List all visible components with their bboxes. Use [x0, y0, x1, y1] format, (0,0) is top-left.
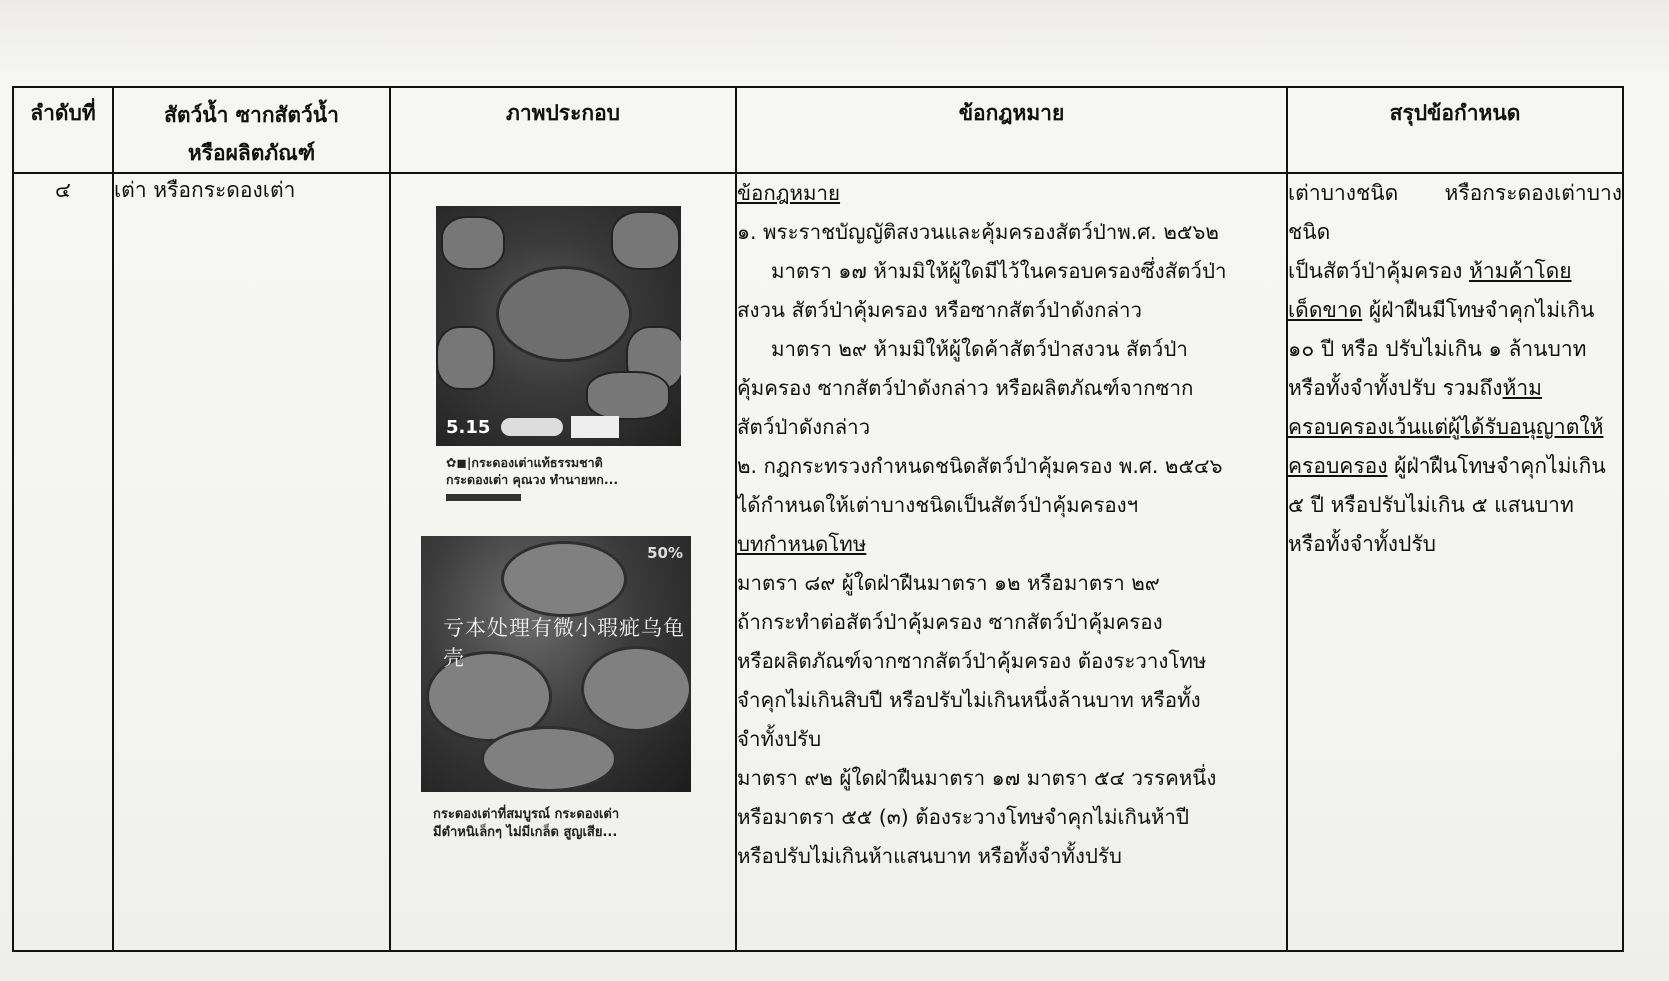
photo-2-overlay-text: 亏本处理有微小瑕疵乌龟壳	[443, 616, 685, 670]
discount-badge: 50%	[647, 544, 683, 562]
summary-line: ครอบครองเว้นแต่ผู้ได้รับอนุญาตให้	[1288, 415, 1604, 439]
row-number: ๔	[13, 173, 113, 951]
photo-1-caption	[446, 454, 686, 505]
law-paragraph: จำคุกไม่เกินสิบปี หรือปรับไม่เกินหนึ่งล้านบาท หรือทั้ง	[737, 688, 1201, 712]
header-animal-line2: หรือผลิตภัณฑ์	[187, 141, 316, 165]
summary-line: ๑๐ ปี หรือ ปรับไม่เกิน ๑ ล้านบาท	[1288, 337, 1587, 361]
law-paragraph: สงวน สัตว์ป่าคุ้มครอง หรือซากสัตว์ป่าดังกล่าว	[737, 298, 1143, 322]
summary-line: หรือทั้งจำทั้งปรับ รวมถึงห้าม	[1288, 376, 1543, 400]
law-paragraph: ได้กำหนดให้เต่าบางชนิดเป็นสัตว์ป่าคุ้มครองฯ	[737, 493, 1139, 517]
header-animal	[113, 87, 390, 173]
photo-2-caption-line1: กระดองเต่าที่สมบูรณ์ กระดองเต่า	[433, 807, 620, 822]
regulation-table	[12, 86, 1624, 952]
summary-line: เป็นสัตว์ป่าคุ้มครอง ห้ามค้าโดย	[1288, 259, 1572, 283]
summary-line: หรือทั้งจำทั้งปรับ	[1288, 532, 1436, 556]
law-paragraph: สัตว์ป่าดังกล่าว	[737, 415, 871, 439]
price-label: 5.15	[446, 417, 491, 438]
row-animal: เต่า หรือกระดองเต่า	[113, 173, 390, 951]
illustration-cell	[390, 173, 736, 951]
law-paragraph: ๒. กฎกระทรวงกำหนดชนิดสัตว์ป่าคุ้มครอง พ.ศ. ๒๕๔๖	[737, 454, 1223, 478]
law-paragraph: ถ้ากระทำต่อสัตว์ป่าคุ้มครอง ซากสัตว์ป่าคุ้มครอง	[737, 610, 1163, 634]
header-animal-line1: สัตว์น้ำ ซากสัตว์น้ำ	[164, 103, 339, 127]
law-paragraph: หรือมาตรา ๕๕ (๓) ต้องระวางโทษจำคุกไม่เกินห้าปี	[737, 805, 1189, 829]
law-paragraph: ๑. พระราชบัญญัติสงวนและคุ้มครองสัตว์ป่าพ.ศ. ๒๕๖๒	[737, 220, 1219, 244]
summary-line: ครอบครอง ผู้ฝ่าฝืนโทษจำคุกไม่เกิน	[1288, 454, 1606, 478]
law-paragraph: จำทั้งปรับ	[737, 727, 822, 751]
photo-1-caption-line1: ✿◼|กระดองเต่าแท้ธรรมชาติ	[446, 455, 603, 470]
caption-redaction-bar	[446, 494, 521, 501]
law-paragraph: หรือปรับไม่เกินห้าแสนบาท หรือทั้งจำทั้งปรับ	[737, 844, 1122, 868]
header-order: ลำดับที่	[13, 87, 113, 173]
header-illustration: ภาพประกอบ	[390, 87, 736, 173]
table-row	[13, 173, 1623, 951]
law-heading: ข้อกฎหมาย	[737, 181, 841, 205]
header-law: ข้อกฎหมาย	[736, 87, 1287, 173]
law-paragraph: มาตรา ๘๙ ผู้ใดฝ่าฝืนมาตรา ๑๒ หรือมาตรา ๒๙	[737, 571, 1160, 595]
law-paragraph: มาตรา ๙๒ ผู้ใดฝ่าฝืนมาตรา ๑๗ มาตรา ๕๔ วรรคหนึ่ง	[737, 766, 1217, 790]
law-paragraph: หรือผลิตภัณฑ์จากซากสัตว์ป่าคุ้มครอง ต้องระวางโทษ	[737, 649, 1207, 673]
photo-2-caption	[433, 806, 693, 842]
photo-1-caption-line2: กระดองเต่า คุณวง ทำนายหก...	[446, 472, 619, 487]
turtle-shell-photo-2	[421, 536, 691, 792]
law-paragraph: คุ้มครอง ซากสัตว์ป่าดังกล่าว หรือผลิตภัณฑ์จากซาก	[737, 376, 1194, 400]
summary-line: ๕ ปี หรือปรับไม่เกิน ๕ แสนบาท	[1288, 493, 1574, 517]
summary-line: เต่าบางชนิด หรือกระดองเต่าบางชนิด	[1288, 181, 1622, 244]
law-paragraph: มาตรา ๒๙ ห้ามมิให้ผู้ใดค้าสัตว์ป่าสงวน สัตว์ป่า	[771, 337, 1188, 361]
summary-cell	[1287, 173, 1623, 951]
law-paragraph: มาตรา ๑๗ ห้ามมิให้ผู้ใดมีไว้ในครอบครองซึ่งสัตว์ป่า	[771, 259, 1227, 283]
promo-badge-2	[571, 416, 619, 438]
header-row	[13, 87, 1623, 173]
penalty-heading: บทกำหนดโทษ	[737, 532, 867, 556]
summary-line: เด็ดขาด ผู้ฝ่าฝืนมีโทษจำคุกไม่เกิน	[1288, 298, 1595, 322]
turtle-shell-photo-1	[436, 206, 681, 446]
law-cell	[736, 173, 1287, 951]
header-summary: สรุปข้อกำหนด	[1287, 87, 1623, 173]
photo-2-caption-line2: มีตำหนิเล็กๆ ไม่มีเกล็ด สูญเสีย...	[433, 825, 618, 840]
promo-badge	[501, 418, 563, 436]
